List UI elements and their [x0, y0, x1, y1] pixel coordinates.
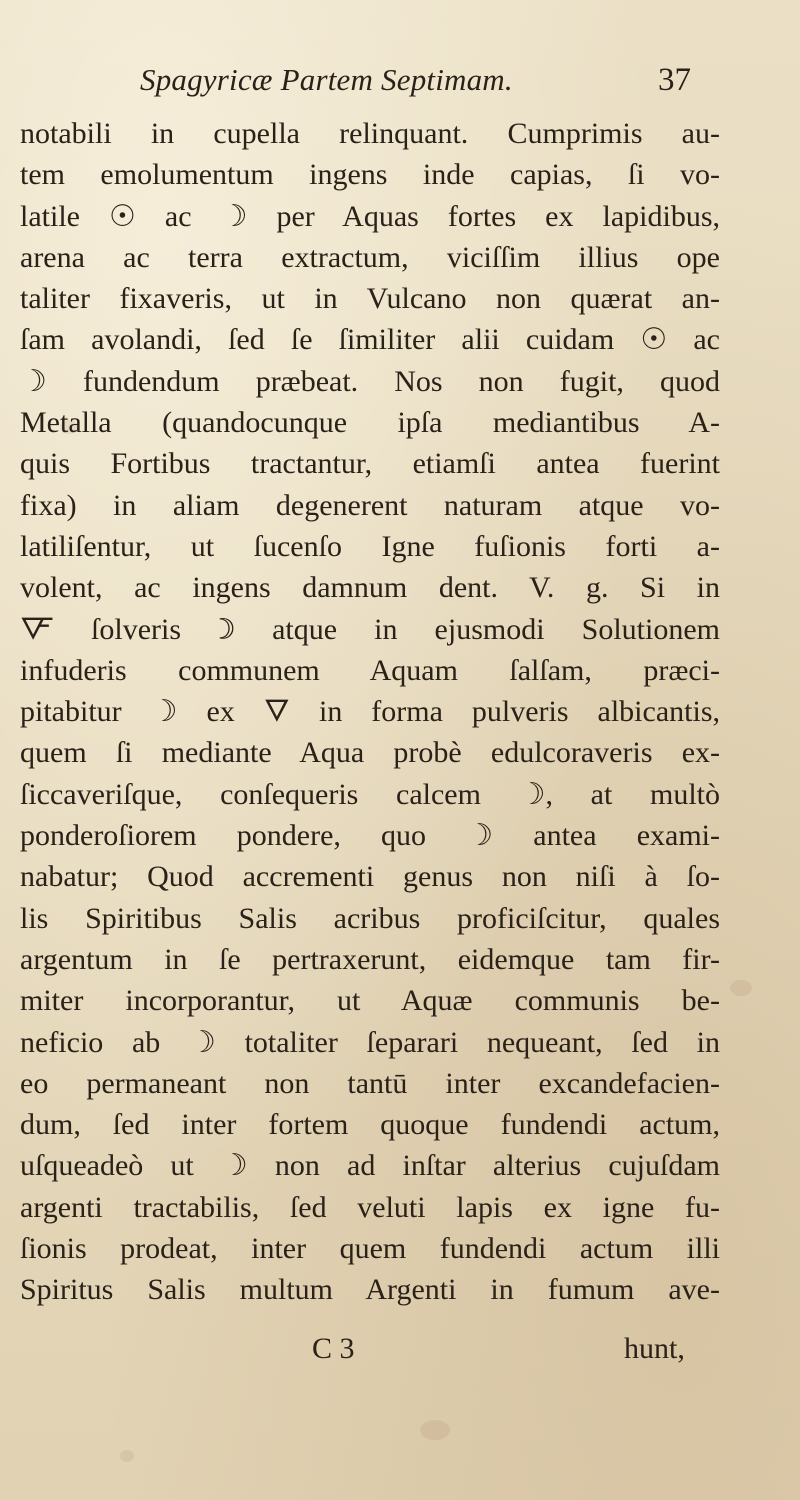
text-line: volent, ac ingens damnum dent. V. g. Si in: [20, 571, 720, 605]
text-line: tem emolumentum ingens inde capias, ſi vo-: [20, 158, 720, 192]
text-line: ſam avolandi, ſed ſe ſimiliter alii cuidam ☉ ac: [20, 323, 720, 357]
text-line: arena ac terra extractum, viciſſim illius ope: [20, 240, 720, 274]
text-line: lis Spiritibus Salis acribus proficiſcitur, quales: [20, 901, 720, 935]
text-line: fixa) in aliam degenerent naturam atque vo-: [20, 488, 720, 522]
text-line: quis Fortibus tractantur, etiamſi antea fuerint: [20, 447, 720, 481]
text-line: infuderis communem Aquam ſalſam, præci-: [20, 653, 720, 687]
running-title: Spagyricæ Partem Septimam.: [140, 62, 513, 97]
page-number: 37: [658, 62, 691, 98]
text-line: dum, ſed inter fortem quoque fundendi actum,: [20, 1108, 720, 1142]
text-line: argentum in ſe pertraxerunt, eidemque tam fir-: [20, 942, 720, 976]
text-line: Spiritus Salis multum Argenti in fumum ave-: [20, 1273, 720, 1307]
text-line: ponderoſiorem pondere, quo ☽ antea exami-: [20, 819, 720, 853]
text-line: taliter fixaveris, ut in Vulcano non quærat an-: [20, 282, 720, 316]
text-line: pitabitur ☽ ex 🜄 in forma pulveris albicantis,: [20, 695, 720, 729]
text-line: ☽ fundendum præbeat. Nos non fugit, quod: [20, 364, 720, 398]
text-line: ſiccaveriſque, conſequeris calcem ☽, at multò: [20, 777, 720, 811]
text-line: miter incorporantur, ut Aquæ communis be-: [20, 984, 720, 1018]
paper-stain: [420, 1420, 450, 1440]
text-line: ſionis prodeat, inter quem fundendi actum illi: [20, 1232, 720, 1266]
text-line: argenti tractabilis, ſed veluti lapis ex igne fu-: [20, 1190, 720, 1224]
text-line: quem ſi mediante Aqua probè edulcoraveris ex-: [20, 736, 720, 770]
paper-stain: [730, 980, 752, 996]
text-line: latile ☉ ac ☽ per Aquas fortes ex lapidibus,: [20, 199, 720, 233]
page-header: [0, 62, 800, 112]
text-line: notabili in cupella relinquant. Cumprimis au-: [20, 117, 720, 150]
text-line: latiliſentur, ut ſucenſo Igne fuſionis forti a-: [20, 529, 720, 563]
text-line: nabatur; Quod accrementi genus non niſi à ſo-: [20, 860, 720, 894]
body-text: [20, 113, 720, 1311]
text-line: eo permaneant non tantū inter excandefacien-: [20, 1066, 720, 1100]
text-line: Metalla (quandocunque ipſa mediantibus A-: [20, 406, 720, 440]
page-footer: [0, 1332, 800, 1377]
text-line: 🜅 ſolveris ☽ atque in ejusmodi Solutionem: [20, 612, 720, 646]
catchword: hunt,: [624, 1332, 685, 1365]
signature-mark: C 3: [312, 1332, 355, 1365]
text-line: uſqueadeò ut ☽ non ad inſtar alterius cujuſdam: [20, 1149, 720, 1183]
text-line: neficio ab ☽ totaliter ſeparari nequeant, ſed in: [20, 1025, 720, 1059]
paper-stain: [120, 1450, 134, 1462]
